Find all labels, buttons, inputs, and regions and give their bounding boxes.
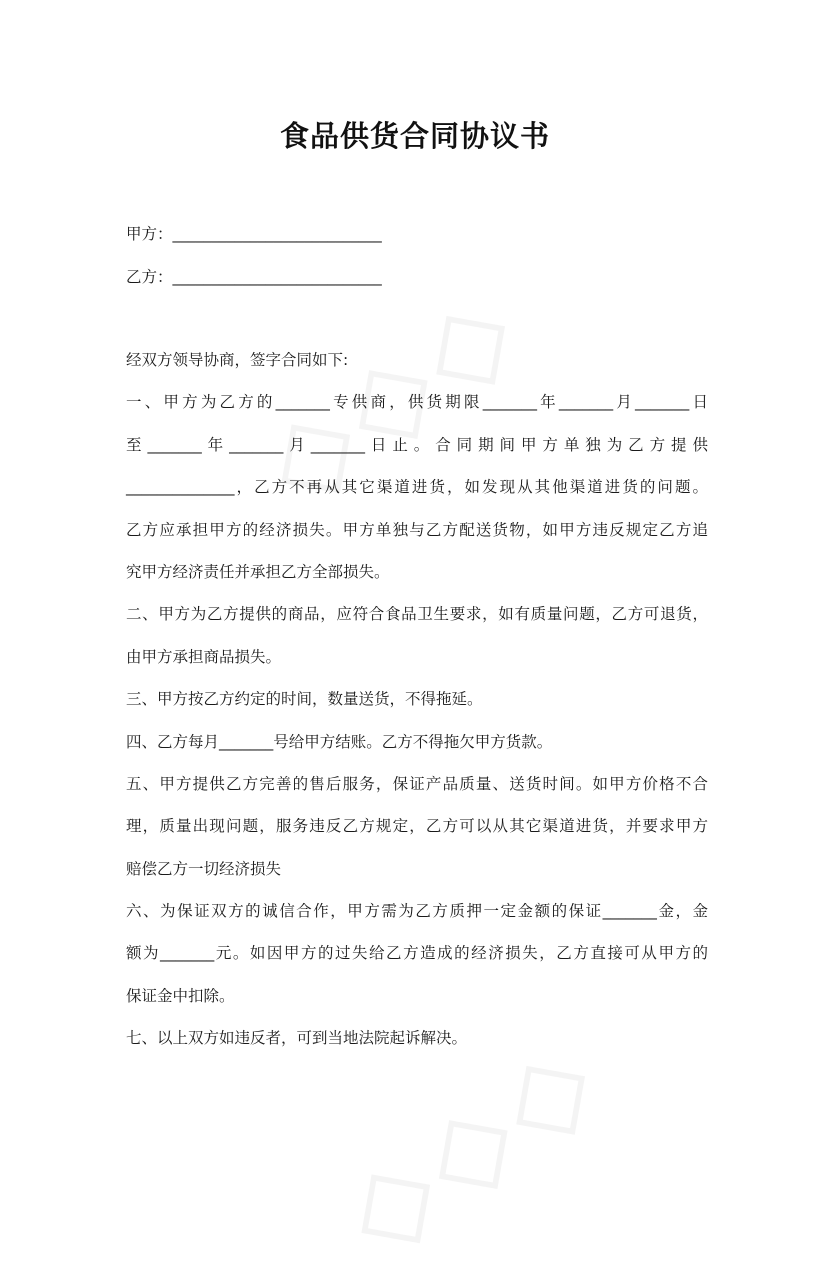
clause-6-line-1: 六、为保证双方的诚信合作，甲方需为乙方质押一定金额的保证_______金，金 — [126, 902, 708, 921]
clause-5-line-2: 理，质量出现问题，服务违反乙方规定，乙方可以从其它渠道进货，并要求甲方 — [126, 817, 708, 836]
clause-5-line-1: 五、甲方提供乙方完善的售后服务，保证产品质量、送货时间。如甲方价格不合 — [126, 774, 708, 793]
intro-line: 经双方领导协商，签字合同如下: — [126, 351, 349, 369]
clause-2-line-2: 由甲方承担商品损失。 — [126, 647, 282, 666]
clause-6-line-3: 保证金中扣除。 — [126, 986, 235, 1005]
clause-5-line-3: 赔偿乙方一切经济损失 — [126, 859, 282, 878]
clause-1-line-5: 究甲方经济责任并承担乙方全部损失。 — [126, 562, 390, 581]
contract-body — [126, 350, 708, 1071]
clause-3-line: 三、甲方按乙方约定的时间，数量送货，不得拖延。 — [126, 690, 483, 709]
clause-1-line-2: 至_______年_______月_______日止。合同期间甲方单独为乙方提供 — [126, 435, 708, 454]
document-title: 食品供货合同协议书 — [279, 119, 550, 153]
clause-1-line-1: 一、甲方为乙方的_______专供商，供货期限_______年_______月_______日 — [126, 393, 708, 412]
party-a-line: 甲方：___________________________ — [126, 225, 382, 243]
clause-2-line-1: 二、甲方为乙方提供的商品，应符合食品卫生要求，如有质量问题，乙方可退货， — [126, 605, 708, 624]
clause-4-line: 四、乙方每月_______号给甲方结账。乙方不得拖欠甲方货款。 — [126, 732, 553, 751]
clause-1-line-3: ______________，乙方不再从其它渠道进货，如发现从其他渠道进货的问题。 — [126, 478, 708, 497]
party-b-line: 乙方：___________________________ — [126, 268, 382, 286]
clause-6-line-2: 额为_______元。如因甲方的过失给乙方造成的经济损失，乙方直接可从甲方的 — [126, 944, 708, 963]
clause-7-line: 七、以上双方如违反者，可到当地法院起诉解决。 — [126, 1029, 468, 1048]
clause-1-line-4: 乙方应承担甲方的经济损失。甲方单独与乙方配送货物，如甲方违反规定乙方追 — [126, 520, 708, 539]
